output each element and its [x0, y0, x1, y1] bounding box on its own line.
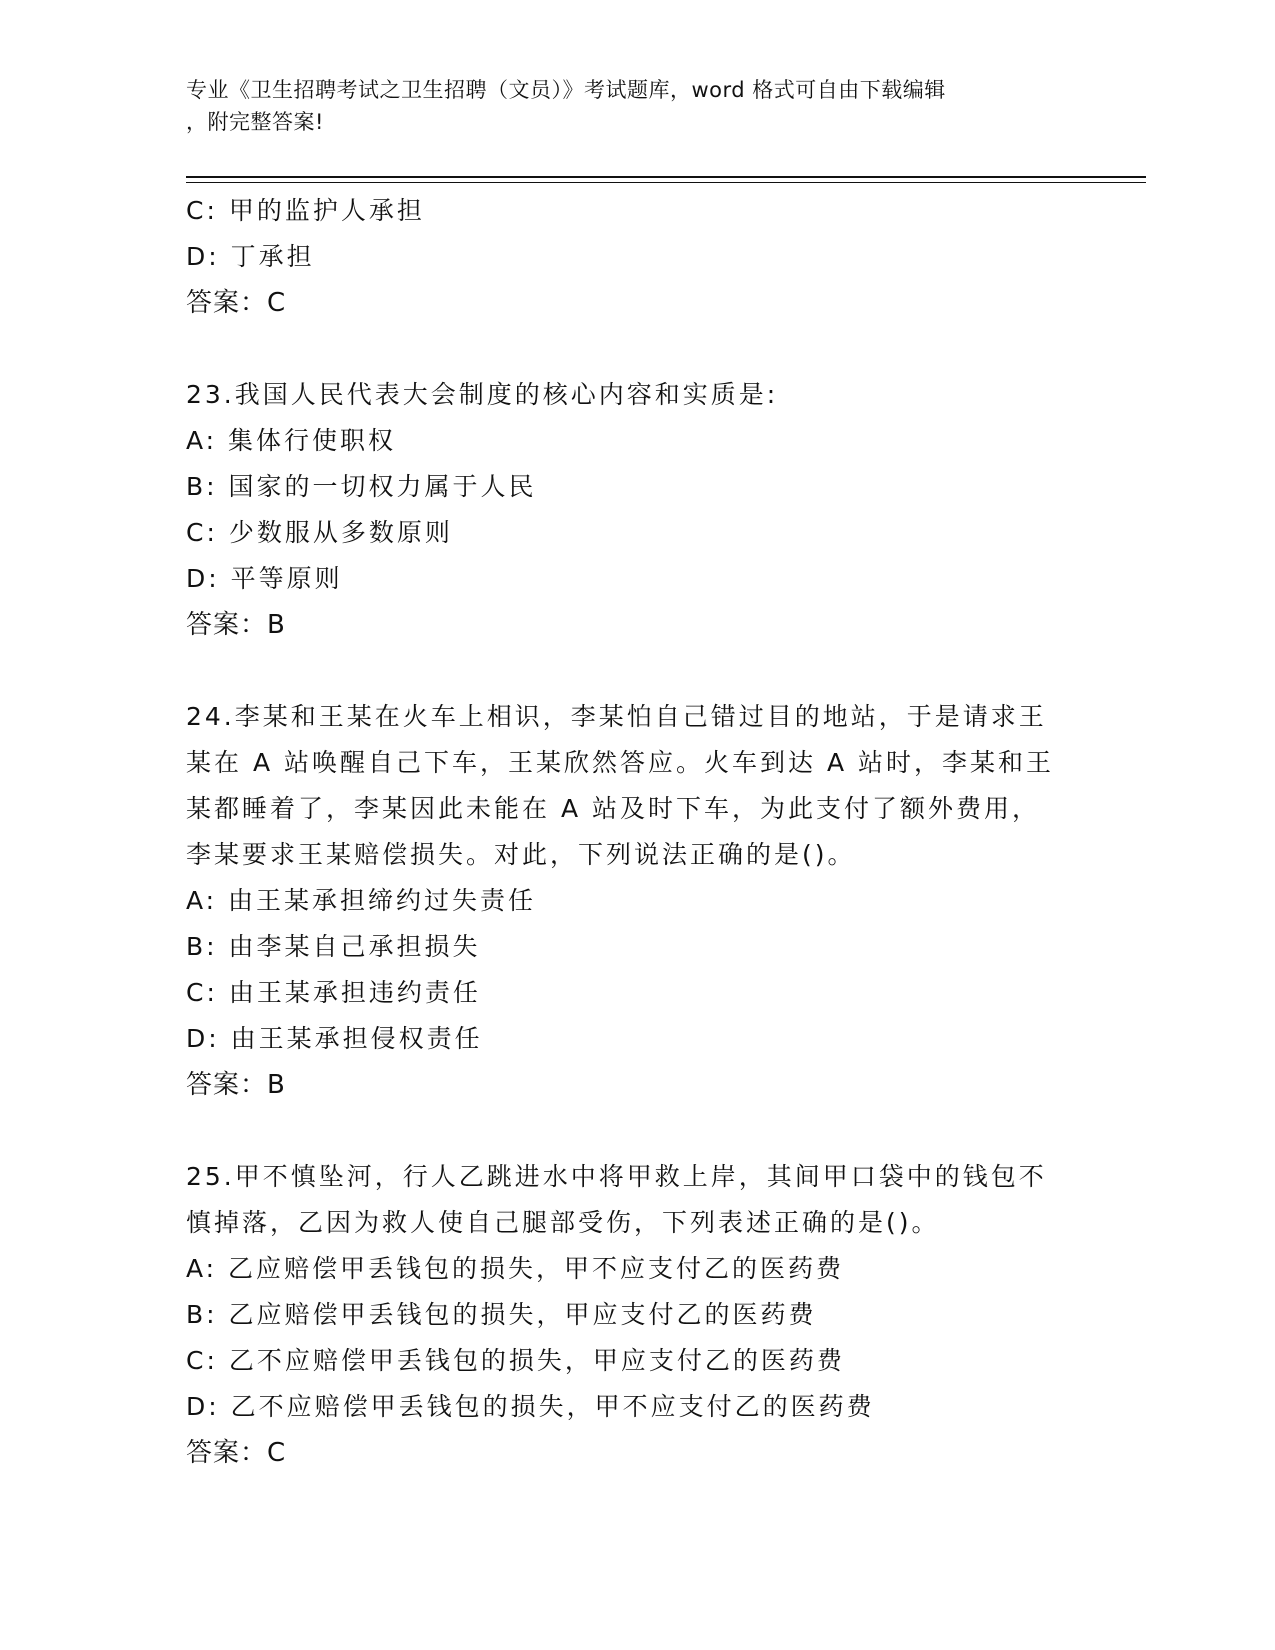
stem-line: 某都睡着了，李某因此未能在 A 站及时下车，为此支付了额外费用，: [186, 794, 1040, 823]
option-b: B: 由李某自己承担损失: [186, 932, 481, 961]
option-b: B: 乙应赔偿甲丢钱包的损失，甲应支付乙的医药费: [186, 1300, 817, 1329]
stem-line: 23.我国人民代表大会制度的核心内容和实质是:: [186, 380, 779, 409]
option-d: D: 丁承担: [186, 242, 315, 271]
option-d: D: 由王某承担侵权责任: [186, 1024, 483, 1053]
header-divider-thin: [186, 182, 1146, 183]
spacer: [186, 326, 1086, 372]
stem-line: 25.甲不慎坠河，行人乙跳进水中将甲救上岸，其间甲口袋中的钱包不: [186, 1162, 1047, 1191]
option-c: C: 少数服从多数原则: [186, 518, 453, 547]
question-23: [186, 372, 1086, 648]
option-d: D: 乙不应赔偿甲丢钱包的损失，甲不应支付乙的医药费: [186, 1392, 875, 1421]
answer-line: 答案：B: [186, 1070, 286, 1100]
document-header: [186, 74, 1086, 138]
question-24: [186, 694, 1086, 1108]
question-25: [186, 1154, 1086, 1476]
question-list: [186, 188, 1086, 1476]
prev-question-block: [186, 188, 1086, 326]
stem-line: 某在 A 站唤醒自己下车，王某欣然答应。火车到达 A 站时，李某和王: [186, 748, 1054, 777]
answer-line: 答案：C: [186, 288, 287, 318]
option-a: A: 由王某承担缔约过失责任: [186, 886, 537, 915]
stem-line: 24.李某和王某在火车上相识，李某怕自己错过目的地站，于是请求王: [186, 702, 1047, 731]
question-stem: [186, 372, 1086, 418]
option-c: C: 甲的监护人承担: [186, 196, 425, 225]
question-stem: [186, 1154, 1086, 1246]
header-divider-thick: [186, 176, 1146, 178]
header-title-line-1: 专业《卫生招聘考试之卫生招聘（文员）》考试题库，word 格式可自由下载编辑: [186, 78, 946, 102]
spacer: [186, 1108, 1086, 1154]
question-stem: [186, 694, 1086, 878]
option-b: B: 国家的一切权力属于人民: [186, 472, 537, 501]
option-c: C: 由王某承担违约责任: [186, 978, 481, 1007]
option-a: A: 集体行使职权: [186, 426, 397, 455]
answer-line: 答案：B: [186, 610, 286, 640]
option-a: A: 乙应赔偿甲丢钱包的损失，甲不应支付乙的医药费: [186, 1254, 845, 1283]
option-c: C: 乙不应赔偿甲丢钱包的损失，甲应支付乙的医药费: [186, 1346, 845, 1375]
spacer: [186, 648, 1086, 694]
stem-line: 慎掉落，乙因为救人使自己腿部受伤，下列表述正确的是()。: [186, 1208, 940, 1237]
option-d: D: 平等原则: [186, 564, 343, 593]
stem-line: 李某要求王某赔偿损失。对此，下列说法正确的是()。: [186, 840, 856, 869]
header-title-line-2: ，附完整答案!: [186, 110, 324, 134]
answer-line: 答案：C: [186, 1438, 287, 1468]
